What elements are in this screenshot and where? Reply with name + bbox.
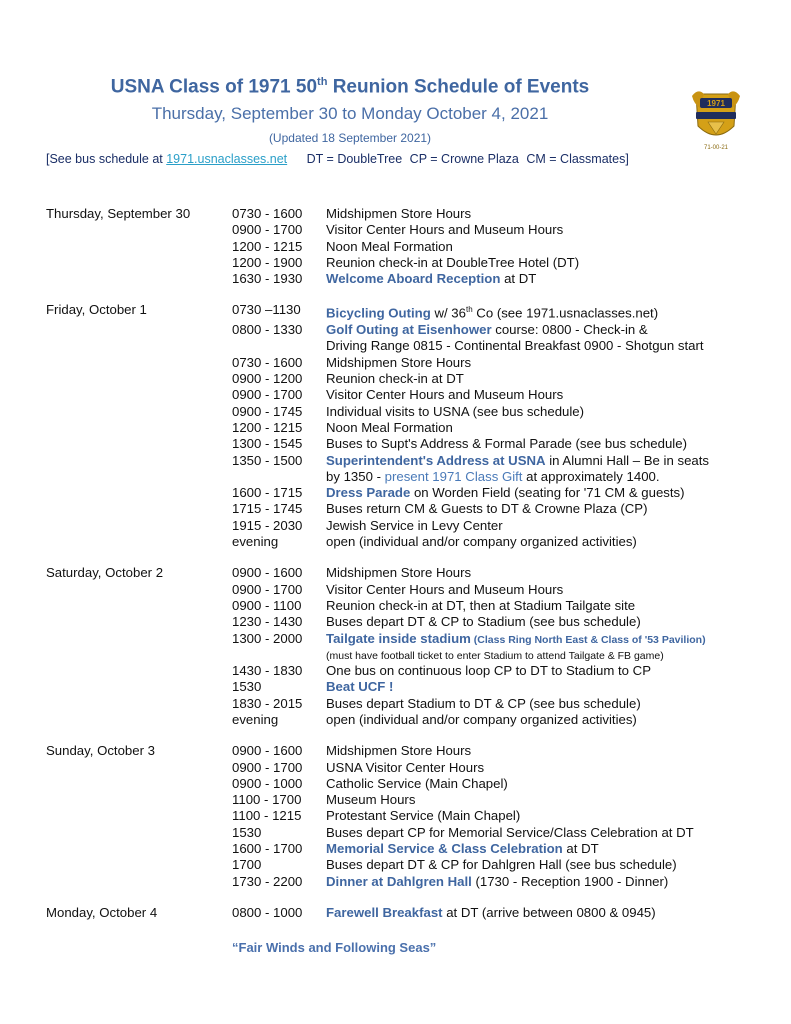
abbreviation-legend (303, 152, 629, 166)
event-row (46, 776, 766, 792)
day-name: Sunday, October 3 (46, 743, 155, 759)
event-text: Buses depart DT & CP to Stadium (see bus schedule) (326, 614, 641, 630)
bus-schedule-link[interactable]: 1971.usnaclasses.net (166, 152, 288, 166)
event-time: 1350 - 1500 (232, 452, 303, 468)
event-description (326, 905, 766, 921)
event-time: 1915 - 2030 (232, 517, 303, 533)
event-time: 0900 - 1745 (232, 403, 303, 419)
event-time: 0730 –1130 (232, 302, 301, 318)
event-description (326, 518, 766, 534)
event-description (326, 255, 766, 271)
event-text: Buses depart DT & CP for Dahlgren Hall (see bus schedule) (326, 857, 677, 873)
event-row (46, 404, 766, 420)
event-description (326, 792, 766, 808)
event-time: 0730 - 1600 (232, 206, 303, 221)
event-description (326, 841, 766, 857)
event-row (46, 857, 766, 873)
event-highlight: Memorial Service & Class Celebration (326, 841, 563, 857)
event-text: Reunion check-in at DT, then at Stadium Tailgate site (326, 597, 636, 613)
event-time: 0800 - 1000 (232, 904, 303, 920)
event-text: Reunion check-in at DoubleTree Hotel (DT) (326, 254, 580, 270)
event-description (326, 404, 766, 420)
event-text: at approximately 1400. (522, 468, 660, 484)
event-time: 1300 - 1545 (232, 436, 303, 452)
event-row (46, 905, 766, 921)
event-description (326, 534, 766, 550)
event-text: Noon Meal Formation (326, 238, 453, 254)
event-time: 0800 - 1330 (232, 322, 303, 338)
event-row (46, 631, 766, 647)
event-text: Reunion check-in at DT (326, 371, 464, 387)
event-description (326, 302, 766, 322)
event-description (326, 469, 766, 485)
event-description (326, 679, 766, 695)
event-row (46, 255, 766, 271)
event-row (46, 420, 766, 436)
event-row (46, 792, 766, 808)
event-time: 1200 - 1900 (232, 254, 303, 270)
event-text: at DT (500, 271, 537, 287)
event-row (46, 206, 766, 222)
event-description (326, 743, 766, 759)
event-row (46, 825, 766, 841)
event-row (46, 453, 766, 469)
event-description (326, 453, 766, 469)
event-highlight: Beat UCF ! (326, 679, 394, 695)
event-description (326, 355, 766, 371)
event-highlight: (Class Ring North East & Class of '53 Pavilion) (470, 633, 706, 646)
event-highlight: Tailgate inside stadium (326, 630, 471, 646)
event-text: Midshipmen Store Hours (326, 565, 472, 581)
event-description (326, 371, 766, 387)
event-row (46, 679, 766, 695)
event-time: 0900 - 1700 (232, 222, 303, 238)
event-time: 0900 - 1100 (232, 597, 302, 613)
event-highlight: Farewell Breakfast (326, 904, 443, 920)
event-text: Midshipmen Store Hours (326, 206, 472, 221)
day-section (46, 302, 766, 550)
event-row (46, 501, 766, 517)
event-text: by 1350 - (326, 468, 385, 484)
event-highlight: present 1971 Class Gift (384, 468, 523, 484)
event-time: 0900 - 1000 (232, 775, 303, 791)
event-row (46, 355, 766, 371)
event-description (326, 874, 766, 890)
event-time: 1100 - 1215 (232, 808, 302, 824)
crest-text-bottom: 71-00-21 (703, 145, 729, 151)
event-row (46, 371, 766, 387)
event-row (46, 338, 766, 354)
event-time: evening (232, 712, 279, 727)
event-row (46, 222, 766, 238)
event-text: Buses return CM & Guests to DT & Crowne Plaza (CP) (326, 501, 648, 517)
event-text: Visitor Center Hours and Museum Hours (326, 581, 564, 597)
event-description (326, 760, 766, 776)
event-description (326, 598, 766, 614)
event-time: 1200 - 1215 (232, 419, 303, 435)
updated-note: (Updated 18 September 2021) (268, 131, 432, 145)
event-text: One bus on continuous loop CP to DT to Stadium to CP (326, 663, 651, 679)
event-description (326, 776, 766, 792)
event-row (46, 647, 766, 663)
event-description (326, 436, 766, 452)
event-text: Protestant Service (Main Chapel) (326, 808, 521, 824)
event-row (46, 582, 766, 598)
event-description (326, 420, 766, 436)
event-text: Jewish Service in Levy Center (326, 517, 503, 533)
event-time: 1230 - 1430 (232, 614, 303, 630)
event-description (326, 501, 766, 517)
event-time: 0900 - 1700 (232, 581, 303, 597)
event-description (326, 387, 766, 403)
event-text: Catholic Service (Main Chapel) (326, 775, 508, 791)
event-row (46, 565, 766, 581)
event-time: 0900 - 1700 (232, 759, 303, 775)
schedule-list (46, 206, 766, 936)
event-description (326, 614, 766, 630)
legend-cp: CP = Crowne Plaza (409, 152, 519, 166)
event-description (326, 696, 766, 712)
event-description (326, 712, 766, 728)
event-row (46, 271, 766, 287)
event-description (326, 582, 766, 598)
event-highlight: Welcome Aboard Reception (326, 271, 501, 287)
event-text: Visitor Center Hours and Museum Hours (326, 387, 564, 403)
day-section (46, 565, 766, 728)
event-time: 0900 - 1600 (232, 565, 303, 581)
day-section (46, 206, 766, 287)
event-highlight: Superintendent's Address at USNA (326, 452, 546, 468)
day-name: Monday, October 4 (46, 904, 158, 920)
event-text: Buses depart Stadium to DT & CP (see bus schedule) (326, 695, 641, 711)
event-description (326, 663, 766, 679)
day-section (46, 905, 766, 921)
event-time: evening (232, 534, 279, 550)
event-description (326, 647, 766, 663)
event-row (46, 322, 766, 338)
event-row (46, 743, 766, 759)
event-row (46, 436, 766, 452)
event-highlight: Dinner at Dahlgren Hall (326, 873, 472, 889)
event-text: (must have football ticket to enter Stadium to attend Tailgate & FB game) (326, 649, 664, 662)
day-name: Saturday, October 2 (46, 565, 164, 581)
event-text: Individual visits to USNA (see bus schedule) (326, 403, 585, 419)
event-row (46, 469, 766, 485)
event-row (46, 614, 766, 630)
event-row (46, 808, 766, 824)
event-row (46, 239, 766, 255)
page-subtitle: Thursday, September 30 to Monday October 4, 2021 (151, 104, 549, 123)
event-text: Midshipmen Store Hours (326, 743, 472, 759)
event-time: 0900 - 1600 (232, 743, 303, 759)
event-text: Buses depart CP for Memorial Service/Class Celebration at DT (326, 824, 694, 840)
event-description (326, 565, 766, 581)
event-text: Noon Meal Formation (326, 419, 453, 435)
event-description (326, 485, 766, 501)
event-description (326, 239, 766, 255)
event-text: on Worden Field (seating for '71 CM & guests) (410, 485, 685, 501)
page-title: USNA Class of 1971 50th Reunion Schedule of Events (110, 76, 590, 98)
event-text: Museum Hours (326, 792, 416, 808)
event-text: course: 0800 - Check-in & (491, 322, 648, 338)
event-description (326, 222, 766, 238)
event-row (46, 712, 766, 728)
event-time: 0900 - 1200 (232, 371, 303, 387)
day-name: Thursday, September 30 (46, 206, 191, 221)
event-description (326, 808, 766, 824)
day-name: Friday, October 1 (46, 302, 147, 318)
event-row (46, 841, 766, 857)
event-row (46, 518, 766, 534)
event-text: Driving Range 0815 - Continental Breakfast 0900 - Shotgun start (326, 338, 704, 354)
event-highlight: Golf Outing at Eisenhower (326, 322, 492, 338)
event-highlight: Bicycling Outing (326, 305, 431, 321)
event-description (326, 631, 766, 647)
event-time: 1430 - 1830 (232, 663, 303, 679)
event-description (326, 825, 766, 841)
event-text: Buses to Supt's Address & Formal Parade (see bus schedule) (326, 436, 687, 452)
event-time: 0900 - 1700 (232, 387, 303, 403)
event-description (326, 271, 766, 287)
event-description (326, 338, 766, 354)
event-text: open (individual and/or company organized activities) (326, 534, 637, 550)
class-crest-icon (690, 86, 742, 152)
event-text: w/ 36 (430, 305, 466, 321)
event-row (46, 760, 766, 776)
event-time: 1530 (232, 679, 262, 695)
event-time: 1715 - 1745 (232, 501, 303, 517)
event-row (46, 387, 766, 403)
event-row (46, 663, 766, 679)
event-time: 1730 - 2200 (232, 873, 303, 889)
event-row (46, 302, 766, 322)
legend-dt: DT = DoubleTree (306, 152, 403, 166)
event-text: Midshipmen Store Hours (326, 354, 472, 370)
event-row (46, 534, 766, 550)
event-description (326, 322, 766, 338)
bus-note-prefix: [See bus schedule at (46, 152, 167, 166)
event-time: 1530 (232, 824, 262, 840)
event-text: Co (see 1971.usnaclasses.net) (472, 305, 659, 321)
event-time: 0730 - 1600 (232, 354, 303, 370)
event-time: 1300 - 2000 (232, 630, 303, 646)
event-text: at DT (arrive between 0800 & 0945) (442, 904, 656, 920)
event-description (326, 857, 766, 873)
event-text: th (465, 305, 473, 315)
event-text: in Alumni Hall – Be in seats (545, 452, 710, 468)
event-time: 1600 - 1700 (232, 841, 303, 857)
legend-cm: CM = Classmates] (526, 152, 629, 166)
event-time: 1600 - 1715 (232, 485, 303, 501)
event-row (46, 485, 766, 501)
event-highlight: Dress Parade (326, 485, 411, 501)
event-time: 1200 - 1215 (232, 238, 303, 254)
event-time: 1630 - 1930 (232, 271, 303, 287)
event-row (46, 874, 766, 890)
event-time: 1830 - 2015 (232, 695, 303, 711)
event-row (46, 598, 766, 614)
event-row (46, 696, 766, 712)
event-time: 1700 (232, 857, 262, 873)
event-time: 1100 - 1700 (232, 792, 302, 808)
event-text: Visitor Center Hours and Museum Hours (326, 222, 564, 238)
crest-text-top: 1971 (707, 99, 725, 108)
event-text: at DT (562, 841, 599, 857)
event-text: (1730 - Reception 1900 - Dinner) (471, 873, 669, 889)
bus-schedule-note (46, 152, 766, 166)
event-text: open (individual and/or company organized activities) (326, 712, 637, 727)
event-description (326, 206, 766, 222)
day-section (46, 743, 766, 890)
event-text: USNA Visitor Center Hours (326, 759, 485, 775)
closing-motto: “Fair Winds and Following Seas” (232, 940, 437, 955)
